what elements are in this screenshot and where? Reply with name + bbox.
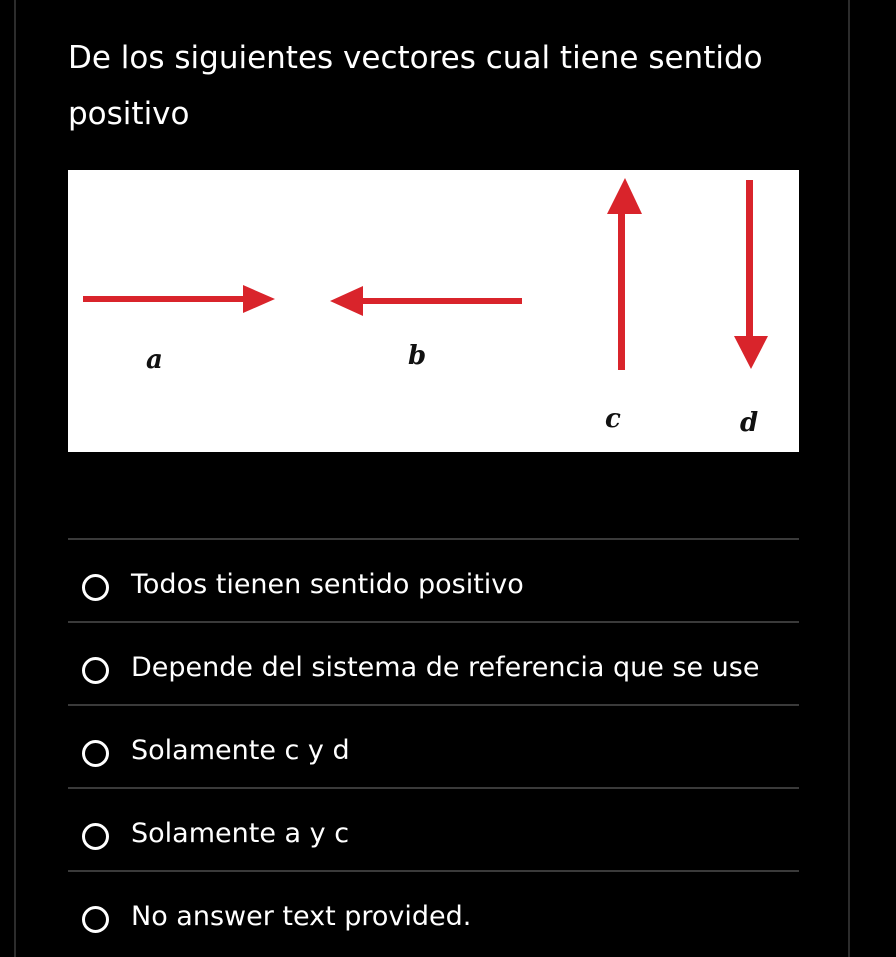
answer-options bbox=[68, 538, 799, 953]
answer-option[interactable] bbox=[68, 538, 799, 621]
vector-b-label: b bbox=[408, 341, 427, 371]
answer-option[interactable] bbox=[68, 621, 799, 704]
answer-option-label: No answer text provided. bbox=[131, 901, 472, 932]
radio-button[interactable] bbox=[82, 740, 109, 767]
answer-option[interactable] bbox=[68, 704, 799, 787]
answer-option[interactable] bbox=[68, 787, 799, 870]
answer-option-label: Solamente c y d bbox=[131, 735, 350, 766]
vectors-figure bbox=[68, 170, 799, 452]
answer-option-label: Solamente a y c bbox=[131, 818, 350, 849]
vector-c-arrow bbox=[607, 178, 642, 370]
question-text: De los siguientes vectores cual tiene sentido positivo bbox=[68, 40, 763, 132]
radio-button[interactable] bbox=[82, 657, 109, 684]
frame-border-left bbox=[14, 0, 16, 957]
answer-option[interactable] bbox=[68, 870, 799, 953]
vector-d-arrow bbox=[734, 180, 768, 369]
radio-button[interactable] bbox=[82, 823, 109, 850]
vector-c-label: c bbox=[605, 404, 621, 434]
vector-b-arrow bbox=[330, 286, 522, 316]
vector-a-arrow bbox=[83, 285, 275, 313]
vector-a-label: a bbox=[146, 345, 163, 375]
vectors-diagram bbox=[68, 170, 799, 452]
frame-border-right bbox=[848, 0, 850, 957]
radio-button[interactable] bbox=[82, 574, 109, 601]
answer-option-label: Depende del sistema de referencia que se use bbox=[131, 652, 760, 683]
radio-button[interactable] bbox=[82, 906, 109, 933]
vector-d-label: d bbox=[740, 408, 759, 438]
answer-option-label: Todos tienen sentido positivo bbox=[131, 569, 524, 600]
